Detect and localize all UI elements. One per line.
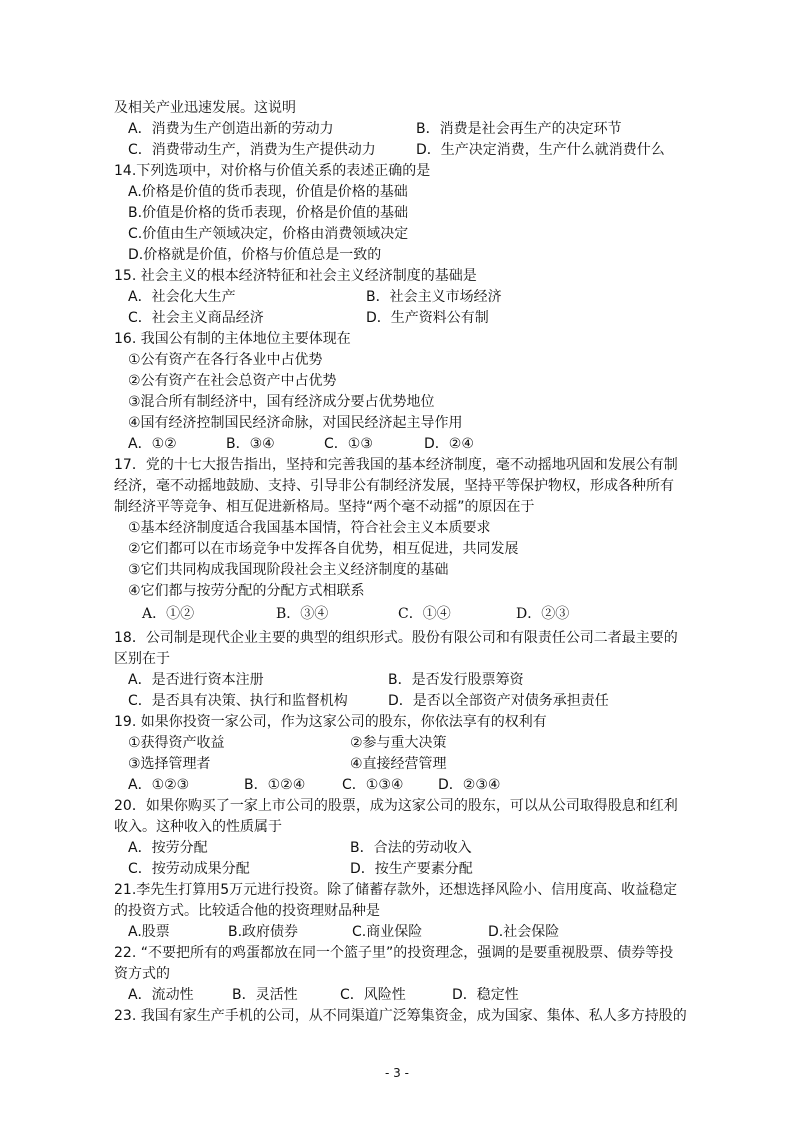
q18-option-d: D．是否以全部资产对债务承担责任 — [388, 693, 609, 709]
q14-option-a: A.价格是价值的货币表现，价值是价格的基础 — [128, 184, 408, 200]
q17-statement-1: ①基本经济制度适合我国基本国情，符合社会主义本质要求 — [128, 520, 491, 536]
q21-option-c: C.商业保险 — [352, 924, 423, 940]
q15-option-b: B．社会主义市场经济 — [366, 289, 502, 305]
q17-statement-4: ④它们都与按劳分配的分配方式相联系 — [128, 583, 365, 599]
q16-statement-2: ②公有资产在社会总资产中占优势 — [128, 373, 337, 389]
q20-option-d: D．按生产要素分配 — [350, 861, 473, 877]
page-number: - 3 - — [385, 1066, 409, 1080]
q19-option-b: B．①②④ — [244, 777, 306, 793]
q18-option-b: B．是否发行股票筹资 — [388, 672, 524, 688]
q16-option-a: A．①② — [128, 436, 177, 452]
q15-option-c: C．社会主义商品经济 — [128, 310, 264, 326]
q13-option-c: C．消费带动生产，消费为生产提供动力 — [128, 142, 376, 158]
q22-option-a: A．流动性 — [128, 987, 194, 1003]
q19-option-d: D．②③④ — [438, 777, 501, 793]
q15-option-d: D．生产资料公有制 — [366, 310, 489, 326]
q17-option-c: C．①④ — [398, 606, 451, 622]
question-15-stem: 15. 社会主义的根本经济特征和社会主义经济制度的基础是 — [114, 268, 477, 284]
q19-option-c: C．①③④ — [342, 777, 404, 793]
question-22-stem-line-2: 资方式的 — [114, 966, 170, 982]
q16-statement-1: ①公有资产在各行各业中占优势 — [128, 352, 323, 368]
q21-option-a: A.股票 — [128, 924, 170, 940]
question-23-stem-line-1: 23. 我国有家生产手机的公司，从不同渠道广泛筹集资金，成为国家、集体、私人多方持股的 — [114, 1008, 687, 1024]
q18-option-a: A．是否进行资本注册 — [128, 672, 264, 688]
question-18-stem-line-1: 18．公司制是现代企业主要的典型的组织形式。股份有限公司和有限责任公司二者最主要的 — [114, 630, 678, 646]
q19-statement-1: ①获得资产收益 — [128, 735, 225, 751]
q16-option-d: D．②④ — [424, 436, 474, 452]
question-17-stem-line-2: 经济，毫不动摇地鼓励、支持、引导非公有制经济发展，坚持平等保护物权，形成各种所有 — [114, 478, 674, 494]
q20-option-a: A．按劳分配 — [128, 840, 208, 856]
question-18-stem-line-2: 区别在于 — [114, 651, 170, 667]
q16-statement-3: ③混合所有制经济中，国有经济成分要占优势地位 — [128, 394, 435, 410]
q17-statement-3: ③它们共同构成我国现阶段社会主义经济制度的基础 — [128, 562, 449, 578]
q21-option-b: B.政府债券 — [228, 924, 299, 940]
q14-option-c: C.价值由生产领域决定，价格由消费领域决定 — [128, 226, 409, 242]
q14-option-b: B.价值是价格的货币表现，价格是价值的基础 — [128, 205, 409, 221]
q21-option-d: D.社会保险 — [488, 924, 560, 940]
question-20-stem-line-1: 20．如果你购买了一家上市公司的股票，成为这家公司的股东，可以从公司取得股息和红利 — [114, 798, 678, 814]
q22-option-d: D．稳定性 — [452, 987, 519, 1003]
question-17-stem-line-1: 17．党的十七大报告指出，坚持和完善我国的基本经济制度，毫不动摇地巩固和发展公有制 — [114, 457, 678, 473]
q19-option-a: A．①②③ — [128, 777, 190, 793]
question-21-stem-line-2: 的投资方式。比较适合他的投资理财品种是 — [114, 903, 380, 919]
question-13-stem-end: 及相关产业迅速发展。这说明 — [114, 100, 296, 116]
q16-statement-4: ④国有经济控制国民经济命脉，对国民经济起主导作用 — [128, 415, 463, 431]
q17-option-d: D．②③ — [516, 606, 570, 622]
question-21-stem-line-1: 21.李先生打算用5万元进行投资。除了储蓄存款外，还想选择风险小、信用度高、收益稳定 — [114, 882, 678, 898]
q20-option-c: C．按劳动成果分配 — [128, 861, 250, 877]
q14-option-d: D.价格就是价值，价格与价值总是一致的 — [128, 247, 382, 263]
q16-option-c: C．①③ — [324, 436, 373, 452]
q17-statement-2: ②它们都可以在市场竞争中发挥各自优势，相互促进，共同发展 — [128, 541, 519, 557]
q22-option-c: C．风险性 — [340, 987, 406, 1003]
q18-option-c: C．是否具有决策、执行和监督机构 — [128, 693, 348, 709]
q19-statement-2: ②参与重大决策 — [350, 735, 447, 751]
q17-option-b: B．③④ — [276, 606, 329, 622]
question-22-stem-line-1: 22. “不要把所有的鸡蛋都放在同一个篮子里”的投资理念，强调的是要重视股票、债券等投 — [114, 945, 674, 961]
question-14-stem: 14.下列选项中，对价格与价值关系的表述正确的是 — [114, 163, 431, 179]
q22-option-b: B．灵活性 — [232, 987, 298, 1003]
q13-option-b: B．消费是社会再生产的决定环节 — [416, 121, 622, 137]
q20-option-b: B．合法的劳动收入 — [350, 840, 472, 856]
q13-option-a: A．消费为生产创造出新的劳动力 — [128, 121, 334, 137]
question-20-stem-line-2: 收入。这种收入的性质属于 — [114, 819, 282, 835]
question-17-stem-line-3: 制经济平等竞争、相互促进新格局。坚持“两个毫不动摇”的原因在于 — [114, 499, 535, 515]
q17-option-a: A．①② — [142, 606, 195, 622]
q19-statement-4: ④直接经营管理 — [350, 756, 447, 772]
q16-option-b: B．③④ — [226, 436, 275, 452]
q13-option-d: D．生产决定消费，生产什么就消费什么 — [416, 142, 665, 158]
q15-option-a: A．社会化大生产 — [128, 289, 236, 305]
q19-statement-3: ③选择管理者 — [128, 756, 211, 772]
question-16-stem: 16. 我国公有制的主体地位主要体现在 — [114, 331, 351, 347]
question-19-stem: 19. 如果你投资一家公司，作为这家公司的股东，你依法享有的权利有 — [114, 714, 547, 730]
